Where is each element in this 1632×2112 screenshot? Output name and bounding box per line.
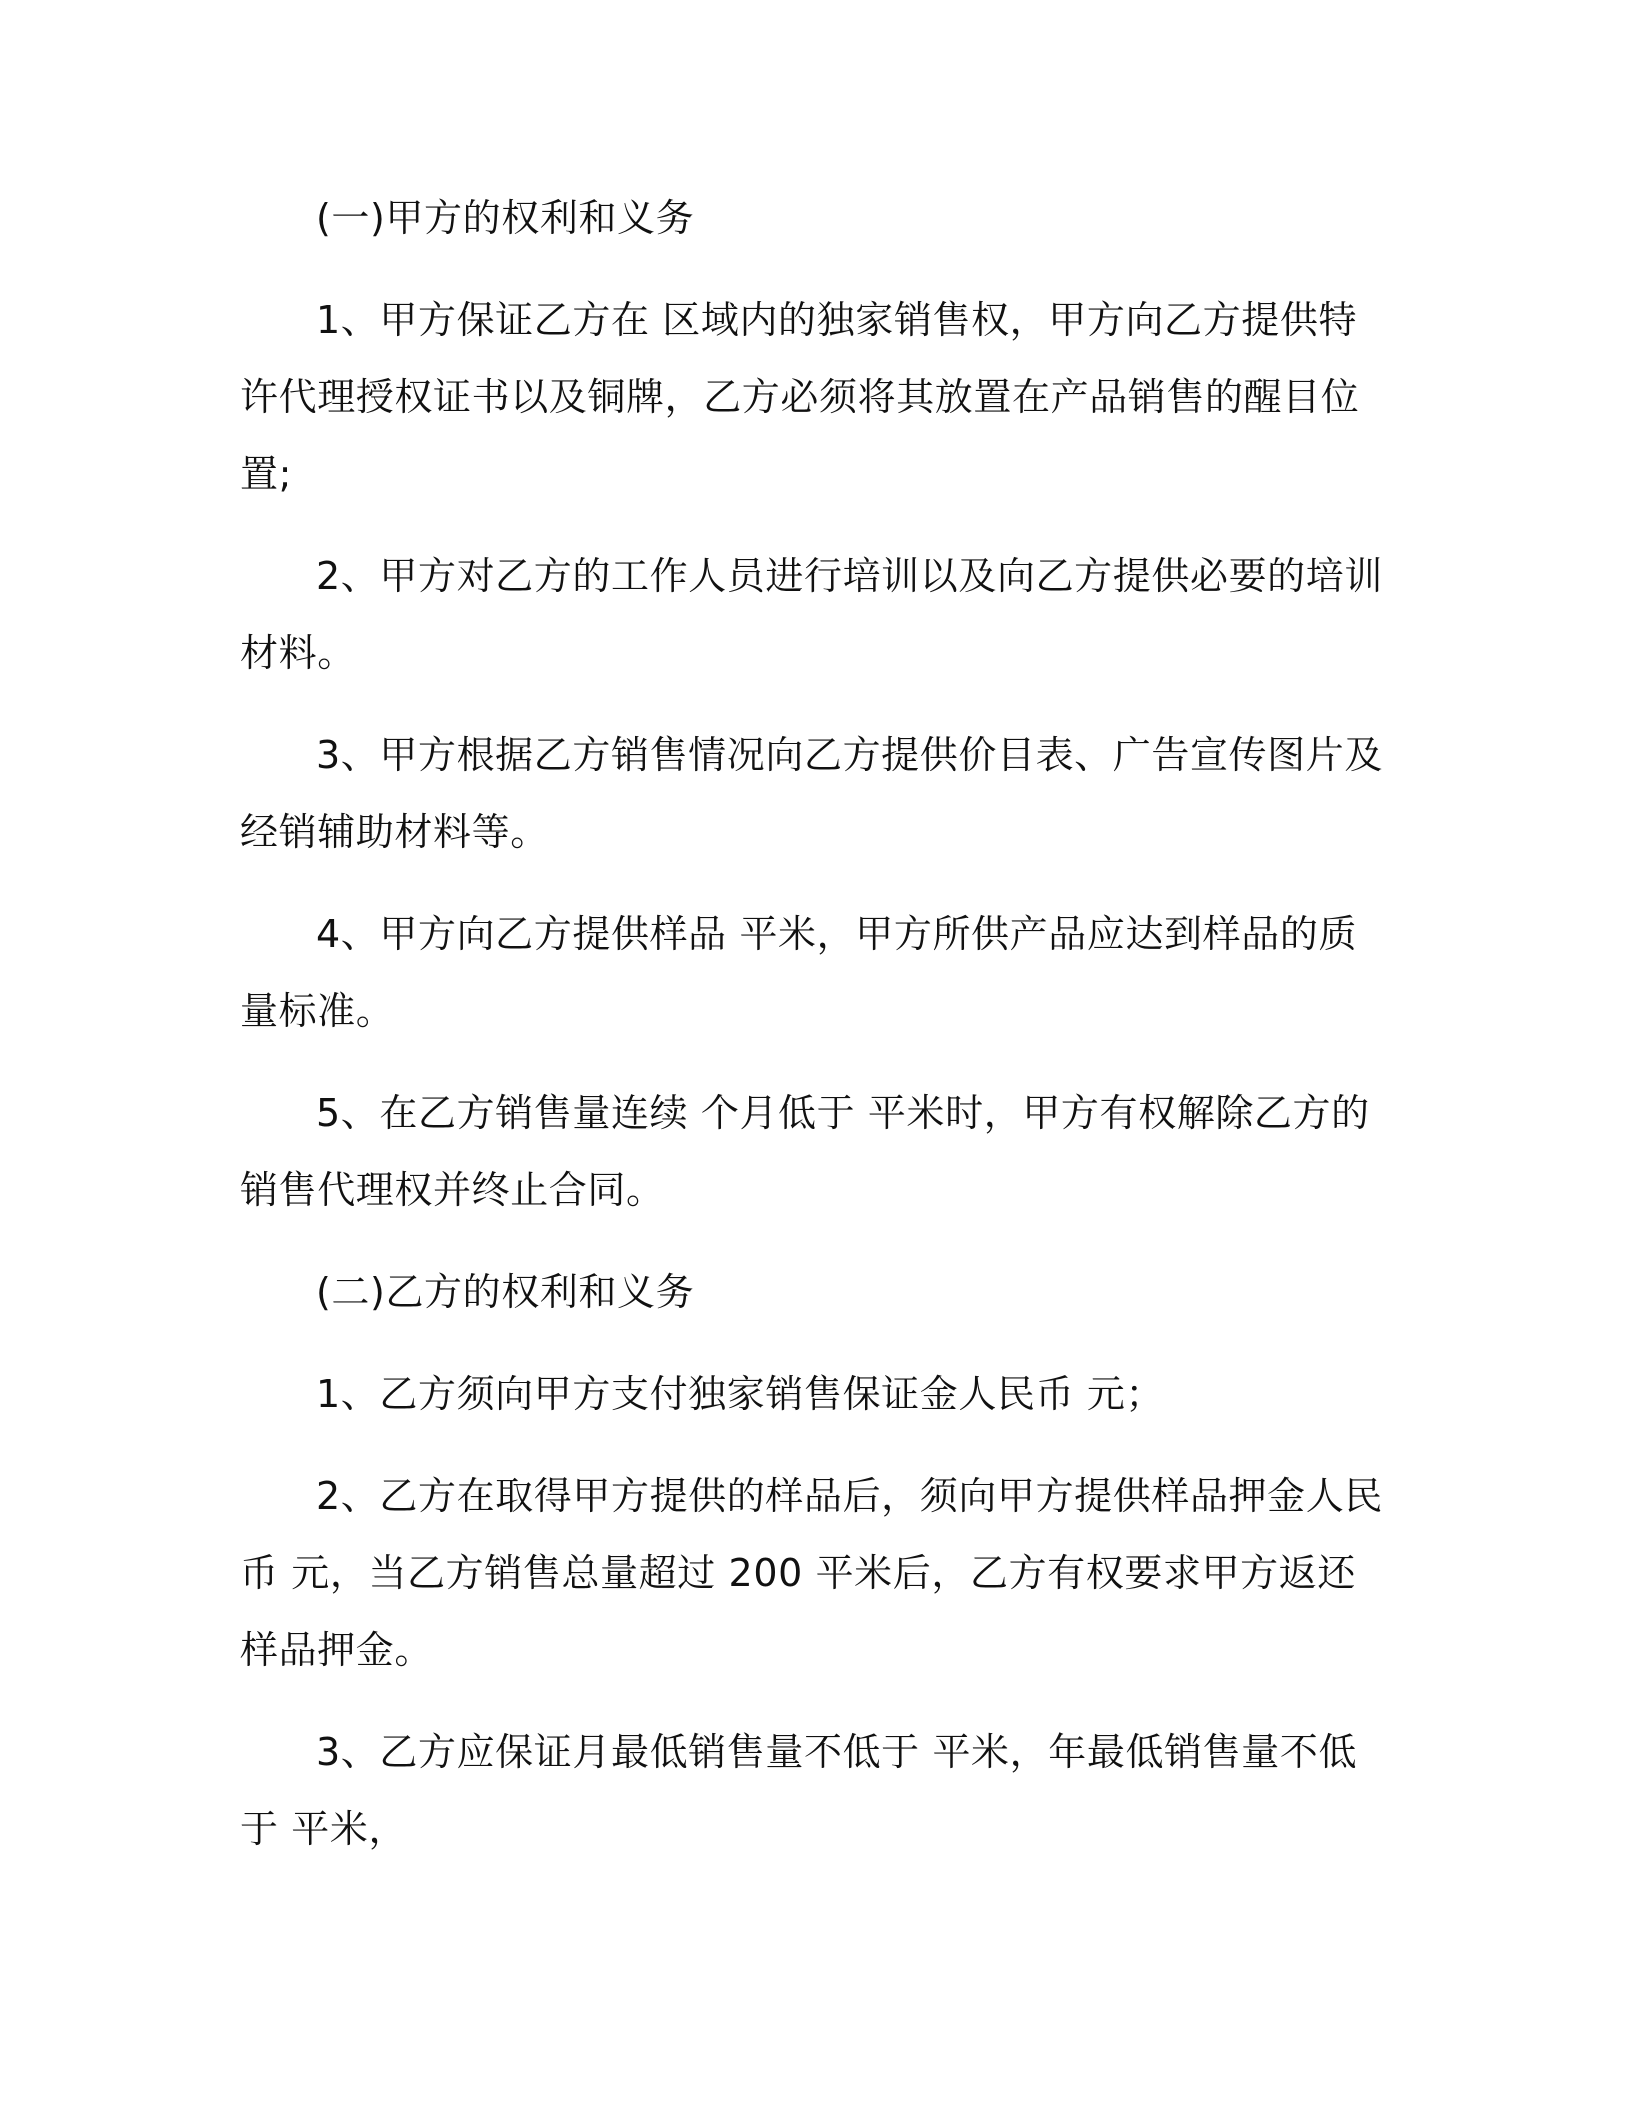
section-heading-party-b: (二)乙方的权利和义务	[316, 1270, 695, 1314]
party-a-clause-2: 2、甲方对乙方的工作人员进行培训以及向乙方提供必要的培训材料。	[240, 554, 1383, 675]
party-b-clause-3: 3、乙方应保证月最低销售量不低于 平米，年最低销售量不低于 平米，	[240, 1730, 1358, 1851]
party-a-clause-1: 1、甲方保证乙方在 区域内的独家销售权，甲方向乙方提供特许代理授权证书以及铜牌，乙方必须将其放置在产品销售的醒目位置;	[240, 298, 1360, 496]
party-a-clause-5: 5、在乙方销售量连续 个月低于 平米时，甲方有权解除乙方的销售代理权并终止合同。	[240, 1091, 1370, 1212]
section-heading-party-a: (一)甲方的权利和义务	[316, 196, 695, 240]
party-a-clause-3: 3、甲方根据乙方销售情况向乙方提供价目表、广告宣传图片及经销辅助材料等。	[240, 733, 1383, 854]
party-b-clause-2: 2、乙方在取得甲方提供的样品后，须向甲方提供样品押金人民币 元，当乙方销售总量超过 200 平米后，乙方有权要求甲方返还样品押金。	[240, 1474, 1383, 1672]
document-body	[240, 180, 1390, 1893]
party-a-clause-4: 4、甲方向乙方提供样品 平米，甲方所供产品应达到样品的质量标准。	[240, 912, 1358, 1033]
party-b-clause-1: 1、乙方须向甲方支付独家销售保证金人民币 元；	[316, 1372, 1165, 1416]
